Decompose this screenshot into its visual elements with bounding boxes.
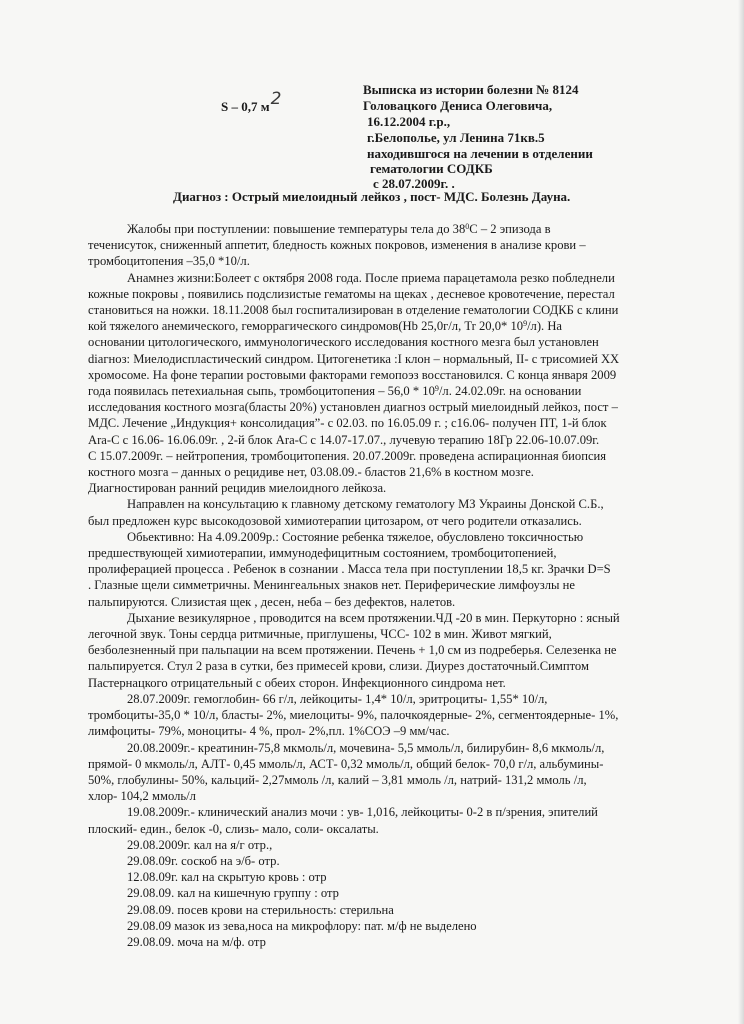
text-line: легочной звук. Тоны сердца ритмичные, приглушены, ЧСС- 102 в мин. Живот мягкий, <box>88 627 552 642</box>
urine-paragraph <box>88 804 708 836</box>
biochem-paragraph <box>88 740 708 805</box>
test-item: 29.08.09. кал на кишечную группу : отр <box>127 886 339 901</box>
text-line: Анамнез жизни:Болеет с октября 2008 года. После приема парацетамола резко побледнели <box>127 270 615 285</box>
tests-list <box>88 837 708 950</box>
test-item: 12.08.09г. кал на скрытую кровь : отр <box>127 870 327 885</box>
text-line: . Глазные щели симметричны. Менингеальных знаков нет. Периферические лимфоузлы не <box>88 578 575 593</box>
document-title: Выписка из истории болезни № 8124 <box>363 82 579 97</box>
cbc-paragraph <box>88 691 708 740</box>
objective-paragraph <box>88 529 708 610</box>
text-line: исследования костного мозга(бласты 20%) установлен диагноз острый миелоидный лейкоз, пост – <box>88 400 618 415</box>
text-line: лимфоциты- 79%, моноциты- 4 %, прол- 2%,пл. 1%СОЭ –9 мм/час. <box>88 724 450 739</box>
header-line-5: находившгося на лечении в отделении <box>367 146 593 161</box>
surface-area-text: S – 0,7 м <box>221 99 270 114</box>
text-line: Обьективно: На 4.09.2009р.: Состояние ребенка тяжелое, обусловлено токсичностью <box>127 529 584 544</box>
text-line: года появилась петехиальная сыпь, тромбоцитопения – $56,0 * 10^9/л$. 24.02.09г. на основании <box>88 384 582 399</box>
test-item: 29.08.2009г. кал на я/г отр., <box>127 837 273 852</box>
text-line: теченисуток, сниженный аппетит, бледность кожных покровов, изменения в анализе крови – <box>88 238 586 253</box>
handwritten-mark: 2 <box>270 89 282 109</box>
text-line: Ara-С с 16.06- 16.06.09г. , 2-й блок Ara-С с 14.07-17.07., лучевую терапию 18Гр 22.06-10.07.09г. <box>88 432 600 447</box>
text-line: тромбоциты-35,0 * 10/л, бласты- 2%, миелоциты- 9%, палочкоядерные- 2%, сегментоядерные- 1%, <box>88 708 619 723</box>
text-line: Диагностирован ранний рецидив миелоидного лейкоза. <box>88 481 387 496</box>
text-line: Жалобы при поступлении: повышение температуры тела до $38^0С - 2$ эпизода в <box>127 222 551 236</box>
text-line: был предложен курс высокодозовой химиотерапии цитозаром, от чего родители отказались. <box>88 513 582 528</box>
test-item: 29.08.09 мазок из зева,носа на микрофлору: пат. м/ф не выделено <box>127 918 477 933</box>
text-line: Направлен на консультацию к главному детскому гематологу МЗ Украины Донской С.Б., <box>127 497 604 512</box>
text-line: безболезненный при пальпации на всем протяжении. Печень + 1,0 см из подреберья. Селезенка не <box>88 643 617 658</box>
page-edge-shadow <box>738 0 744 1024</box>
text-line: 20.08.2009г.- креатинин-75,8 мкмоль/л, мочевина- 5,5 ммоль/л, билирубин- 8,6 мкмоль/л, <box>127 740 605 755</box>
text-line: кой тяжелого анемического, геморрагического синдромов(Hb 25,0г/л, Tr 20,0* $10^9/л$). На <box>88 319 563 334</box>
text-line: пролиферацией процесса . Ребенок в сознании . Масса тела при поступлении 18,5 кг. Зрачки D=S <box>88 562 611 577</box>
referral-paragraph <box>88 496 708 528</box>
breathing-paragraph <box>88 610 708 691</box>
text-line: основании цитологического, иммунологического исследования костного мезга был установлен <box>88 335 599 350</box>
text-line: 28.07.2009г. гемоглобин- 66 г/л, лейкоциты- 1,4* 10/л, эритроциты- 1,55* 10/л, <box>127 691 548 706</box>
text-line: плоский- един., белок -0, слизь- мало, соли- оксалаты. <box>88 821 379 836</box>
patient-name: Головацкого Дениса Олеговича, <box>363 98 553 113</box>
text-line: МДС. Лечение „Индукция+ консолидация”- с 02.03. по 16.05.09 г. ; с16.06- получен ПТ, 1-й блок <box>88 416 607 431</box>
text-line: 50%, глобулины- 50%, кальций- 2,27ммоль /л, калий – 3,81 ммоль /л, натрий- 131,2 ммоль /л, <box>88 772 587 787</box>
text-line: хромосоме. На фоне терапии ростовыми факторами гемопоэз восстановился. С конца января 2009 <box>88 367 617 382</box>
test-item: 29.08.09. посев крови на стерильность: стерильна <box>127 902 394 917</box>
text-line: пальпируются. Слизистая щек , десен, неба – без дефектов, налетов. <box>88 594 456 609</box>
patient-birth: 16.12.2004 г.р., <box>367 114 451 129</box>
anamnesis-paragraph <box>88 270 708 497</box>
complaints-paragraph <box>88 221 708 270</box>
text-line: хлор- 104,2 ммоль/л <box>88 789 196 804</box>
text-line: становиться на ножки. 18.11.2008 был госпитализирован в отделение гематологии СОДКБ с клини <box>88 303 619 318</box>
text-line: С 15.07.2009г. – нейтропения, тромбоцитопения. 20.07.2009г. проведена аспирационная биопсия <box>88 448 607 463</box>
patient-address: г.Белополье, ул Ленина 71кв.5 <box>367 130 545 145</box>
text-line: предшествующей химиотерапии, иммунодефицитным состоянием, тромбоцитопенией, <box>88 546 557 561</box>
test-item: 29.08.09. моча на м/ф. отр <box>127 934 266 949</box>
text-line: кожные покровы , появились подслизистые гематомы на щеках , десневое кровотечение, перестал <box>88 286 615 301</box>
text-line: diагноз: Миелодиспластический синдром. Цитогенетика :I клон – нормальный, II- с трисомией XX <box>88 351 620 366</box>
surface-area-label <box>221 89 282 116</box>
text-line: костного мозга – данных о рецидиве нет, 03.08.09.- бластов 21,6% в костном мозге. <box>88 465 534 480</box>
text-line: пальпируется. Стул 2 раза в сутки, без примесей крови, слизи. Диурез достаточный.Симптом <box>88 659 589 674</box>
text-line: тромбоцитопения –35,0 *10/л. <box>88 254 250 269</box>
text-line: Дыхание везикулярное , проводится на всем протяжении.ЧД -20 в мин. Перкуторно : ясный <box>127 610 620 625</box>
header-line-6: гематологии СОДКБ <box>370 161 493 176</box>
text-line: прямой- 0 мкмоль/л, АЛТ- 0,45 ммоль/л, АСТ- 0,32 ммоль/л, общий белок- 70,0 г/л, альбумины- <box>88 756 604 771</box>
diagnosis: Диагноз : Острый миелоидный лейкоз , пост- МДС. Болезнь Дауна. <box>173 189 571 204</box>
test-item: 29.08.09г. соскоб на э/б- отр. <box>127 853 280 868</box>
text-line: Пастернацкого отрицательный с обеих сторон. Инфекционного синдрома нет. <box>88 675 506 690</box>
document-body <box>88 221 708 950</box>
text-line: 19.08.2009г.- клинический анализ мочи : ув- 1,016, лейкоциты- 0-2 в п/зрения, эпителий <box>127 805 598 820</box>
header-line-7: с 28.07.2009г. . <box>373 176 455 191</box>
